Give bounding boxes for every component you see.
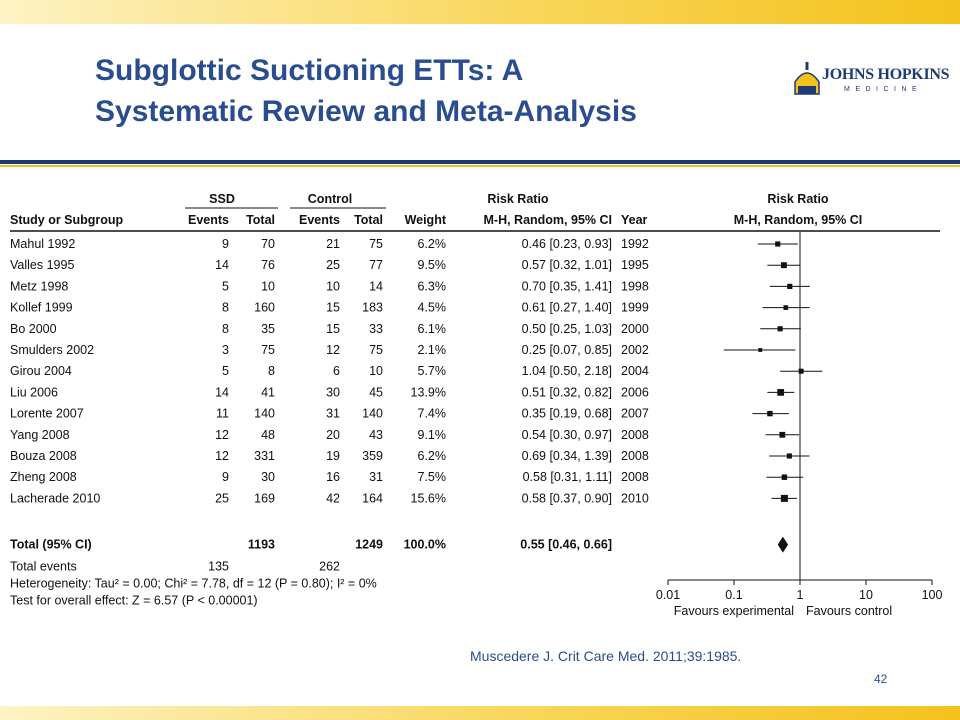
header-risk-ratio-text: Risk Ratio bbox=[487, 192, 549, 206]
ssd-events: 3 bbox=[222, 343, 229, 357]
forest-plot bbox=[0, 180, 960, 630]
slide-title bbox=[95, 50, 775, 132]
total-control: 1249 bbox=[355, 537, 383, 552]
study-name: Liu 2006 bbox=[10, 385, 58, 400]
dome-icon bbox=[792, 60, 822, 98]
effect-marker bbox=[787, 284, 792, 289]
year: 2002 bbox=[621, 343, 649, 357]
year: 2006 bbox=[621, 385, 649, 400]
ssd-events: 12 bbox=[215, 449, 229, 463]
risk-ratio-ci: 0.35 [0.19, 0.68] bbox=[521, 406, 612, 421]
x-tick-label: 0.1 bbox=[725, 588, 743, 602]
control-total: 140 bbox=[362, 406, 383, 421]
overall-effect: Test for overall effect: Z = 6.57 (P < 0.00001) bbox=[10, 593, 258, 608]
title-line-2: Systematic Review and Meta-Analysis bbox=[95, 95, 637, 128]
year: 2008 bbox=[621, 449, 649, 463]
total-events-ssd: 135 bbox=[208, 559, 229, 574]
weight: 6.1% bbox=[417, 321, 446, 336]
risk-ratio-ci: 0.70 [0.35, 1.41] bbox=[521, 279, 612, 294]
top-gold-band bbox=[0, 0, 960, 24]
control-total: 77 bbox=[369, 258, 383, 273]
total-events-label: Total events bbox=[10, 559, 77, 574]
effect-marker bbox=[775, 241, 780, 246]
control-events: 31 bbox=[326, 406, 340, 421]
effect-marker bbox=[782, 474, 787, 479]
weight: 6.2% bbox=[417, 449, 446, 463]
col-rr-ci: M-H, Random, 95% CI bbox=[483, 213, 612, 227]
ssd-total: 76 bbox=[261, 258, 275, 273]
weight: 13.9% bbox=[410, 385, 446, 400]
year: 2008 bbox=[621, 427, 649, 442]
control-events: 16 bbox=[326, 470, 340, 485]
control-events: 15 bbox=[326, 321, 340, 336]
title-divider-accent bbox=[0, 165, 960, 167]
year: 2010 bbox=[621, 491, 649, 506]
x-tick-label: 10 bbox=[859, 588, 873, 602]
col-control-events: Events bbox=[299, 213, 340, 227]
weight: 2.1% bbox=[417, 343, 446, 357]
ssd-events: 11 bbox=[216, 406, 229, 421]
total-name: Total (95% CI) bbox=[10, 537, 92, 552]
ssd-events: 25 bbox=[215, 491, 229, 506]
col-study: Study or Subgroup bbox=[10, 213, 124, 227]
control-events: 15 bbox=[326, 300, 340, 315]
ssd-events: 12 bbox=[215, 427, 229, 442]
ssd-total: 48 bbox=[261, 427, 275, 442]
col-ssd-events: Events bbox=[188, 213, 229, 227]
ssd-total: 140 bbox=[254, 406, 275, 421]
weight: 9.5% bbox=[417, 258, 446, 273]
study-name: Bouza 2008 bbox=[10, 449, 77, 463]
weight: 9.1% bbox=[417, 427, 446, 442]
ssd-events: 5 bbox=[222, 279, 229, 294]
col-control-total: Total bbox=[354, 213, 383, 227]
ssd-total: 30 bbox=[261, 470, 275, 485]
study-name: Zheng 2008 bbox=[10, 470, 77, 485]
risk-ratio-ci: 0.25 [0.07, 0.85] bbox=[521, 343, 612, 357]
x-tick-label: 100 bbox=[921, 588, 943, 602]
control-total: 164 bbox=[362, 491, 383, 506]
risk-ratio-ci: 1.04 [0.50, 2.18] bbox=[521, 364, 612, 379]
control-events: 21 bbox=[326, 237, 340, 251]
year: 2000 bbox=[621, 321, 649, 336]
col-plot-ci: M-H, Random, 95% CI bbox=[733, 213, 863, 227]
effect-marker bbox=[767, 411, 772, 416]
control-total: 359 bbox=[362, 449, 383, 463]
effect-marker bbox=[783, 305, 788, 310]
effect-marker bbox=[799, 369, 804, 374]
control-events: 25 bbox=[326, 258, 340, 273]
logo-name: JOHNS HOPKINS bbox=[822, 66, 950, 83]
citation: Muscedere J. Crit Care Med. 2011;39:1985. bbox=[470, 648, 742, 664]
weight: 5.7% bbox=[417, 364, 446, 379]
x-tick-label: 0.01 bbox=[655, 588, 681, 602]
control-events: 10 bbox=[326, 279, 340, 294]
ssd-total: 70 bbox=[261, 237, 275, 251]
weight: 15.6% bbox=[410, 491, 446, 506]
study-name: Mahul 1992 bbox=[10, 237, 76, 251]
ssd-events: 8 bbox=[222, 300, 229, 315]
control-total: 183 bbox=[362, 300, 383, 315]
bottom-gold-band bbox=[0, 706, 960, 720]
study-name: Lorente 2007 bbox=[10, 406, 84, 421]
heterogeneity: Heterogeneity: Tau² = 0.00; Chi² = 7.78, df = 12 (P = 0.80); I² = 0% bbox=[10, 576, 377, 591]
control-events: 20 bbox=[326, 427, 340, 442]
ssd-total: 160 bbox=[254, 300, 275, 315]
ssd-events: 8 bbox=[222, 321, 229, 336]
x-tick-label: 1 bbox=[796, 588, 804, 602]
control-total: 31 bbox=[369, 470, 383, 485]
risk-ratio-ci: 0.61 [0.27, 1.40] bbox=[521, 300, 612, 315]
control-total: 10 bbox=[369, 364, 383, 379]
ssd-events: 14 bbox=[215, 258, 229, 273]
control-events: 30 bbox=[326, 385, 340, 400]
risk-ratio-ci: 0.54 [0.30, 0.97] bbox=[521, 427, 612, 442]
weight: 7.5% bbox=[417, 470, 446, 485]
effect-marker bbox=[779, 432, 785, 438]
control-total: 43 bbox=[369, 427, 383, 442]
ssd-total: 331 bbox=[254, 449, 275, 463]
control-total: 33 bbox=[369, 321, 383, 336]
risk-ratio-ci: 0.57 [0.32, 1.01] bbox=[521, 258, 612, 273]
control-total: 75 bbox=[369, 237, 383, 251]
page-number: 42 bbox=[874, 672, 888, 686]
control-events: 19 bbox=[326, 449, 340, 463]
risk-ratio-ci: 0.69 [0.34, 1.39] bbox=[521, 449, 612, 463]
control-events: 6 bbox=[333, 364, 340, 379]
study-name: Yang 2008 bbox=[10, 427, 70, 442]
col-ssd-total: Total bbox=[246, 213, 275, 227]
weight: 7.4% bbox=[417, 406, 446, 421]
control-total: 14 bbox=[369, 279, 383, 294]
risk-ratio-ci: 0.58 [0.37, 0.90] bbox=[521, 491, 612, 506]
effect-marker bbox=[781, 495, 788, 502]
year: 1999 bbox=[621, 300, 649, 315]
header-ssd: SSD bbox=[209, 192, 235, 206]
study-name: Metz 1998 bbox=[10, 279, 69, 294]
johns-hopkins-logo bbox=[792, 60, 950, 100]
weight: 6.3% bbox=[417, 279, 446, 294]
total-risk-ratio-ci: 0.55 [0.46, 0.66] bbox=[520, 537, 612, 552]
risk-ratio-ci: 0.58 [0.31, 1.11] bbox=[522, 470, 612, 485]
risk-ratio-ci: 0.50 [0.25, 1.03] bbox=[521, 321, 612, 336]
study-name: Girou 2004 bbox=[10, 364, 72, 379]
effect-marker bbox=[787, 453, 792, 458]
ssd-events: 9 bbox=[222, 237, 229, 251]
ssd-events: 14 bbox=[215, 385, 229, 400]
year: 2004 bbox=[621, 364, 649, 379]
pooled-diamond bbox=[778, 537, 788, 553]
control-events: 42 bbox=[326, 491, 340, 506]
header-risk-ratio-plot: Risk Ratio bbox=[767, 192, 829, 206]
logo-subtitle: MEDICINE bbox=[844, 86, 923, 93]
favours-experimental: Favours experimental bbox=[673, 604, 794, 618]
title-divider bbox=[0, 160, 960, 164]
year: 1995 bbox=[621, 258, 649, 273]
weight: 6.2% bbox=[417, 237, 446, 251]
ssd-total: 41 bbox=[261, 385, 275, 400]
total-events-control: 262 bbox=[319, 559, 340, 574]
effect-marker bbox=[777, 389, 784, 396]
effect-marker bbox=[778, 326, 783, 331]
col-weight: Weight bbox=[404, 213, 446, 227]
year: 2008 bbox=[621, 470, 649, 485]
control-total: 45 bbox=[369, 385, 383, 400]
ssd-events: 9 bbox=[222, 470, 229, 485]
study-name: Bo 2000 bbox=[10, 321, 57, 336]
header-control: Control bbox=[307, 192, 353, 206]
effect-marker bbox=[758, 348, 762, 352]
total-ssd: 1193 bbox=[247, 537, 275, 552]
year: 2007 bbox=[621, 406, 649, 421]
year: 1998 bbox=[621, 279, 649, 294]
ssd-total: 35 bbox=[261, 321, 275, 336]
control-total: 75 bbox=[369, 343, 383, 357]
study-name: Valles 1995 bbox=[10, 258, 75, 273]
title-line-1: Subglottic Suctioning ETTs: A bbox=[95, 54, 524, 87]
study-name: Lacherade 2010 bbox=[10, 491, 101, 506]
total-weight: 100.0% bbox=[403, 537, 446, 552]
ssd-total: 169 bbox=[254, 491, 275, 506]
ssd-total: 8 bbox=[268, 364, 275, 379]
weight: 4.5% bbox=[417, 300, 446, 315]
control-events: 12 bbox=[326, 343, 340, 357]
study-name: Kollef 1999 bbox=[10, 300, 73, 315]
study-name: Smulders 2002 bbox=[10, 343, 95, 357]
ssd-events: 5 bbox=[222, 364, 229, 379]
year: 1992 bbox=[621, 237, 649, 251]
ssd-total: 10 bbox=[261, 279, 275, 294]
favours-control: Favours control bbox=[806, 604, 893, 618]
risk-ratio-ci: 0.46 [0.23, 0.93] bbox=[521, 237, 612, 251]
effect-marker bbox=[781, 262, 787, 268]
col-year: Year bbox=[621, 213, 648, 227]
risk-ratio-ci: 0.51 [0.32, 0.82] bbox=[521, 385, 612, 400]
ssd-total: 75 bbox=[261, 343, 275, 357]
